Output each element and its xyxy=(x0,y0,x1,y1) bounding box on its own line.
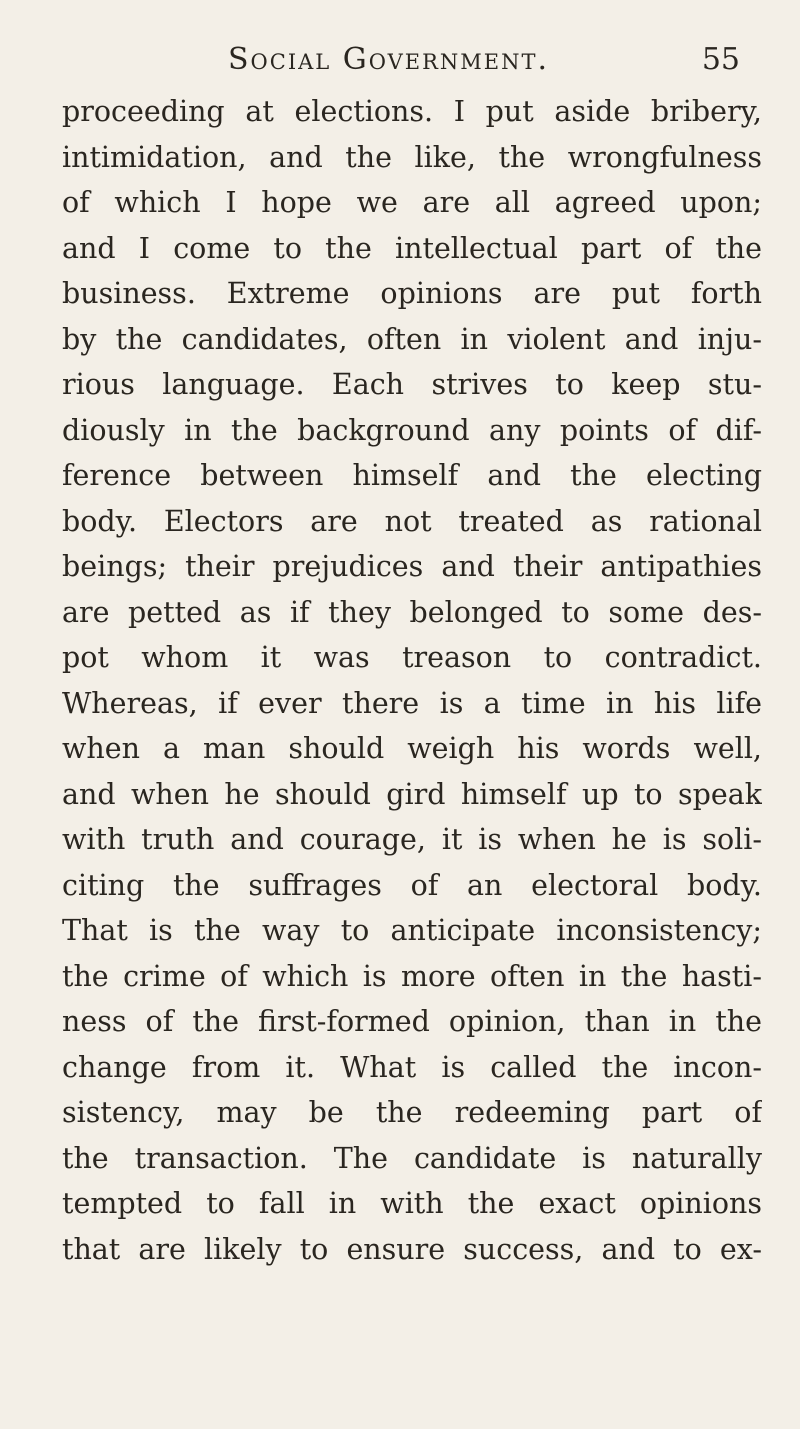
text-line: that are likely to ensure success, and to ex- xyxy=(62,1232,762,1266)
body-text xyxy=(62,89,762,1272)
text-line: pot whom it was treason to contradict. xyxy=(62,641,762,674)
text-line: the transaction. The candidate is naturally xyxy=(62,1141,762,1175)
text-line: sistency, may be the redeeming part of xyxy=(62,1096,762,1129)
running-head-title: Social Government. xyxy=(228,42,550,77)
text-line: ness of the first-formed opinion, than in the xyxy=(62,1005,762,1038)
text-line: with truth and courage, it is when he is soli- xyxy=(62,823,762,856)
text-line: by the candidates, often in violent and inju- xyxy=(62,322,762,356)
text-line: beings; their prejudices and their antipathies xyxy=(62,550,762,583)
text-line: Whereas, if ever there is a time in his life xyxy=(62,686,762,720)
text-line: That is the way to anticipate inconsistency; xyxy=(62,914,762,947)
text-line: of which I hope we are all agreed upon; xyxy=(62,186,762,219)
text-line: proceeding at elections. I put aside bribery, xyxy=(62,95,762,128)
text-line: and when he should gird himself up to speak xyxy=(62,777,762,811)
text-line: body. Electors are not treated as rational xyxy=(62,504,762,538)
text-line: rious language. Each strives to keep stu- xyxy=(62,368,762,401)
text-line: intimidation, and the like, the wrongfulness xyxy=(62,140,762,174)
text-line: are petted as if they belonged to some des- xyxy=(62,595,762,629)
text-line: the crime of which is more often in the hasti- xyxy=(62,959,762,993)
text-line: citing the suffrages of an electoral body. xyxy=(62,868,762,902)
text-line: and I come to the intellectual part of the xyxy=(62,231,762,265)
text-line: business. Extreme opinions are put forth xyxy=(62,277,762,310)
text-line: ference between himself and the electing xyxy=(62,459,762,492)
running-head xyxy=(0,40,800,80)
text-line: tempted to fall in with the exact opinions xyxy=(62,1187,762,1220)
text-line: when a man should weigh his words well, xyxy=(62,732,762,765)
page-number: 55 xyxy=(701,42,740,77)
text-line: diously in the background any points of dif- xyxy=(62,413,762,447)
text-line: change from it. What is called the incon- xyxy=(62,1050,762,1084)
